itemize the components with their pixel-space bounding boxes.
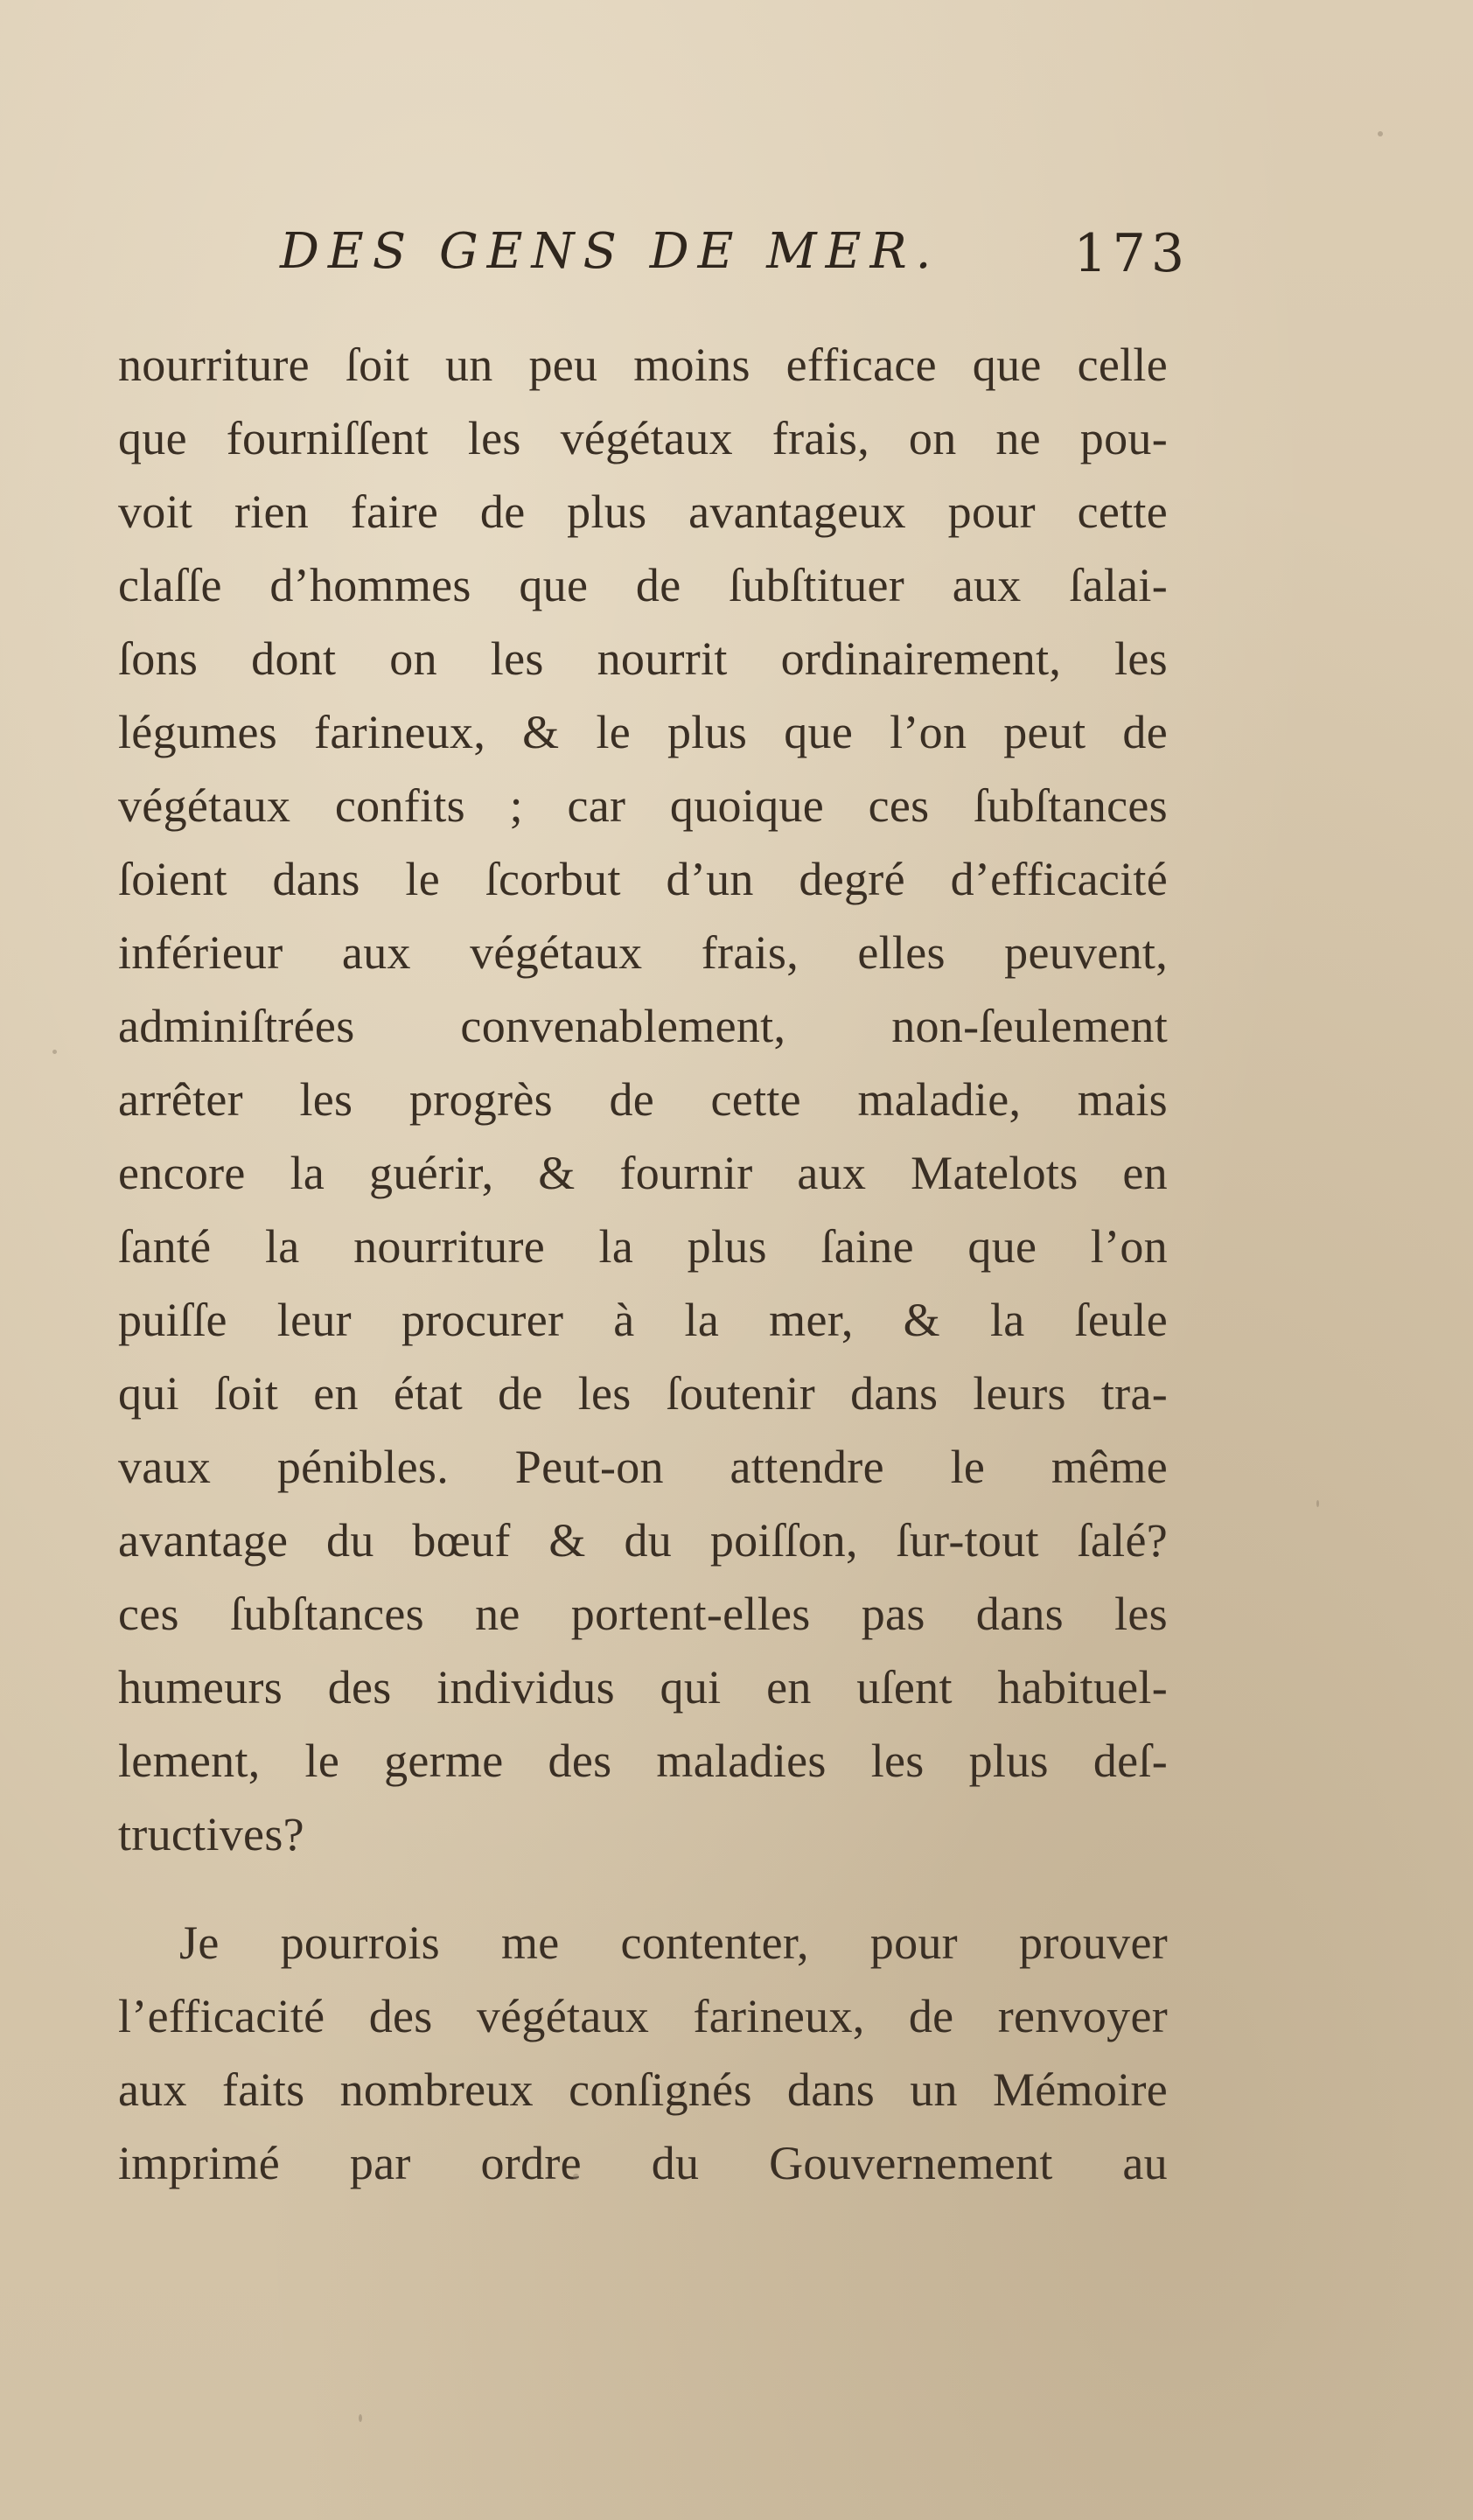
text-line: Je pourrois me contenter, pour prouver	[179, 1916, 1168, 1969]
text-line: encore la guérir, & fournir aux Matelots en	[118, 1147, 1168, 1199]
text-line: humeurs des individus qui en uſent habituel-	[118, 1661, 1168, 1714]
text-line: l’efficacité des végétaux farineux, de renvoyer	[118, 1990, 1168, 2042]
paper-speck	[359, 2414, 362, 2422]
text-line: ſoient dans le ſcorbut d’un degré d’efficacité	[118, 853, 1168, 905]
paragraph-gap	[118, 1871, 1168, 1906]
paragraph-1	[118, 328, 1168, 1871]
text-line: aux faits nombreux conſignés dans un Mémoire	[118, 2063, 1168, 2116]
text-line: imprimé par ordre du Gouvernement au	[118, 2137, 1168, 2189]
text-line: adminiſtrées convenablement, non-ſeulement	[118, 1000, 1168, 1052]
text-line: arrêter les progrès de cette maladie, mais	[118, 1073, 1168, 1126]
paper-speck	[1316, 1500, 1319, 1507]
text-line: végétaux confits ; car quoique ces ſubſtances	[118, 779, 1168, 832]
paper-speck	[573, 2174, 579, 2180]
paper-speck	[52, 1050, 57, 1054]
text-line: voit rien faire de plus avantageux pour cette	[118, 485, 1168, 538]
text-line: puiſſe leur procurer à la mer, & la ſeule	[118, 1294, 1168, 1346]
paper-speck	[1378, 131, 1383, 136]
text-line: avantage du bœuf & du poiſſon, ſur-tout ſalé?	[118, 1514, 1168, 1567]
text-line: lement, le germe des maladies les plus deſ-	[118, 1735, 1168, 1787]
body-text	[118, 328, 1168, 2200]
text-line: qui ſoit en état de les ſoutenir dans leurs tra-	[118, 1367, 1168, 1420]
paragraph-2	[118, 1906, 1168, 2200]
text-line: que fourniſſent les végétaux frais, on ne pou-	[118, 412, 1168, 464]
text-line: claſſe d’hommes que de ſubſtituer aux ſalai-	[118, 559, 1168, 611]
text-line: ces ſubſtances ne portent-elles pas dans les	[118, 1588, 1168, 1640]
text-line: ſons dont on les nourrit ordinairement, les	[118, 632, 1168, 685]
running-head	[280, 223, 1190, 293]
text-line: tructives?	[118, 1808, 304, 1860]
text-line: légumes farineux, & le plus que l’on peut de	[118, 706, 1168, 758]
page-number: 173	[1073, 223, 1190, 284]
text-line: inférieur aux végétaux frais, elles peuvent,	[118, 926, 1168, 979]
running-head-title: DES GENS DE MER.	[280, 223, 940, 280]
text-line: nourriture ſoit un peu moins efficace que celle	[118, 339, 1168, 391]
text-line: vaux pénibles. Peut-on attendre le même	[118, 1441, 1168, 1493]
text-line: ſanté la nourriture la plus ſaine que l’on	[118, 1220, 1168, 1273]
